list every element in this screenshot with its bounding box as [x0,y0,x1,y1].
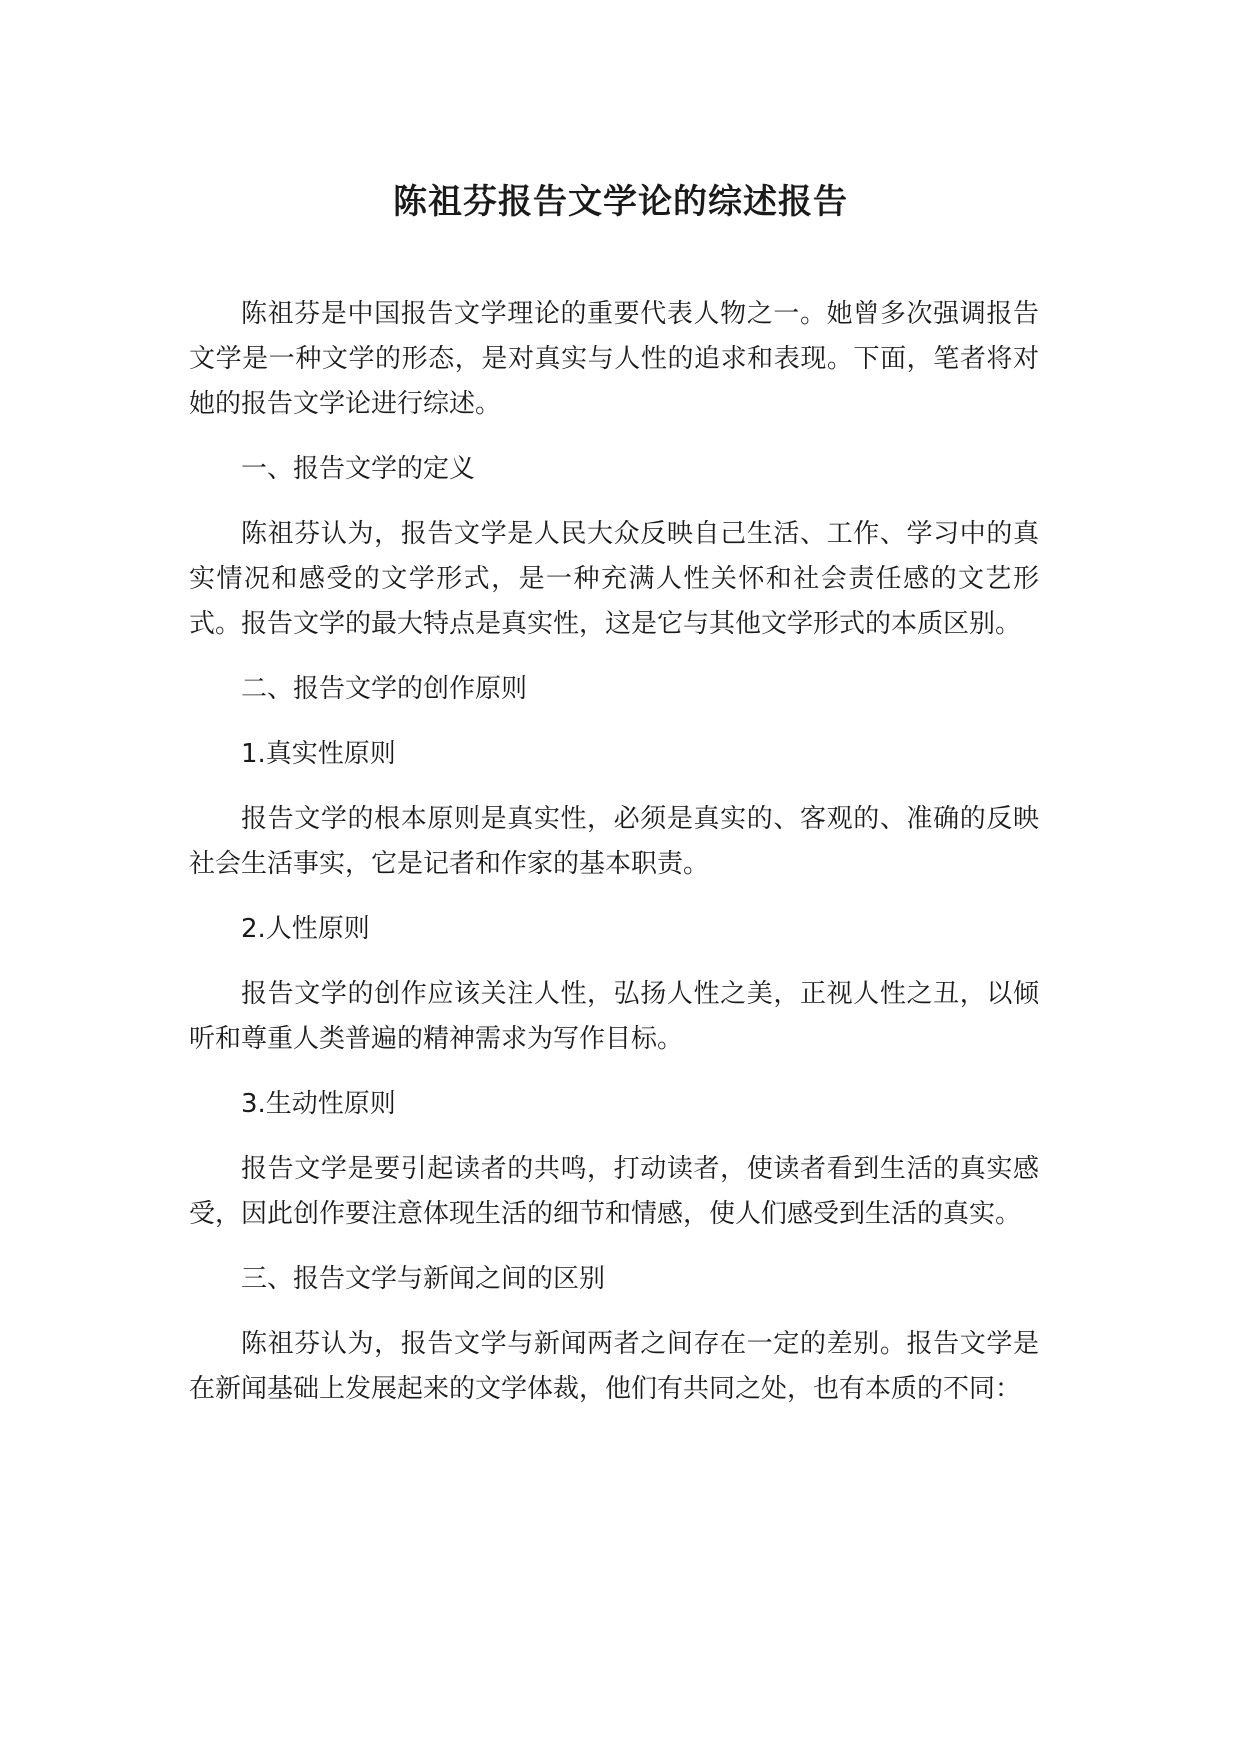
section-heading-definition: 一、报告文学的定义 [241,454,476,484]
subheading-vividness: 3.生动性原则 [241,1089,396,1119]
difference-paragraph: 陈祖芬认为，报告文学与新闻两者之间存在一定的差别。报告文学是在新闻基础上发展起来的文学体裁，他们有共同之处，也有本质的不同： [189,1329,1039,1404]
document-title: 陈祖芬报告文学论的综述报告 [393,182,848,222]
vividness-paragraph: 报告文学是要引起读者的共鸣，打动读者，使读者看到生活的真实感受，因此创作要注意体现生活的细节和情感，使人们感受到生活的真实。 [189,1154,1039,1229]
subheading-humanity: 2.人性原则 [241,914,370,944]
intro-paragraph: 陈祖芬是中国报告文学理论的重要代表人物之一。她曾多次强调报告文学是一种文学的形态，是对真实与人性的追求和表现。下面，笔者将对她的报告文学论进行综述。 [189,299,1039,419]
section-heading-difference: 三、报告文学与新闻之间的区别 [241,1264,606,1294]
document-body [189,292,1039,1412]
section-heading-principles: 二、报告文学的创作原则 [241,674,528,704]
subheading-truthfulness: 1.真实性原则 [241,739,396,769]
definition-paragraph: 陈祖芬认为，报告文学是人民大众反映自己生活、工作、学习中的真实情况和感受的文学形式，是一种充满人性关怀和社会责任感的文艺形式。报告文学的最大特点是真实性，这是它与其他文学形式的本质区别。 [189,519,1039,639]
humanity-paragraph: 报告文学的创作应该关注人性，弘扬人性之美，正视人性之丑，以倾听和尊重人类普遍的精神需求为写作目标。 [189,979,1039,1054]
truthfulness-paragraph: 报告文学的根本原则是真实性，必须是真实的、客观的、准确的反映社会生活事实，它是记者和作家的基本职责。 [189,804,1039,879]
